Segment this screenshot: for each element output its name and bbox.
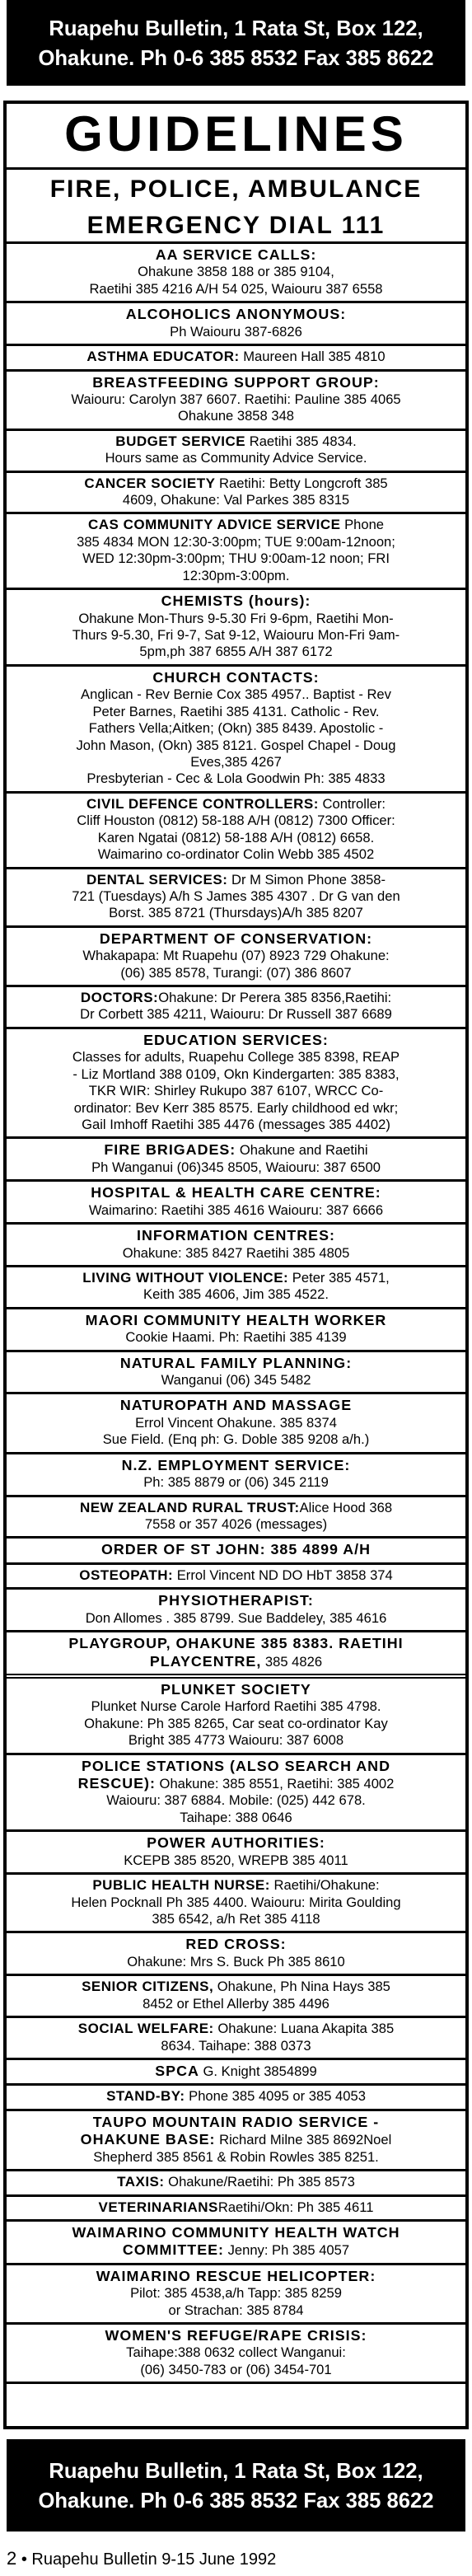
directory-entry	[7, 869, 465, 928]
directory-entry	[7, 2171, 465, 2196]
entry-detail-line: 8634. Taihape: 388 0373	[161, 2037, 311, 2054]
directory-entry	[7, 346, 465, 371]
entry-inline-text: 385 4899 A/H	[265, 1541, 372, 1558]
entry-heading-line	[12, 1397, 460, 1414]
entry-heading-line	[12, 1032, 460, 1049]
entry-detail-line: Classes for adults, Ruapehu College 385 8398, REAP	[72, 1049, 400, 1066]
entry-inline-text: Ohakune/Raetihi: Ph 385 8573	[164, 2174, 355, 2190]
entry-heading: HOSPITAL & HEALTH CARE CENTRE:	[91, 1184, 381, 1201]
directory-entry	[7, 2060, 465, 2086]
entry-heading-line	[12, 1457, 460, 1474]
guidelines-box	[3, 101, 469, 2429]
masthead-line-2: Ohakune. Ph 0-6 385 8532 Fax 385 8622	[38, 45, 434, 70]
entry-heading: PLAYCENTRE,	[149, 1652, 262, 1670]
entry-heading: SPCA	[155, 2062, 199, 2079]
footer-date: 9-15 June 1992	[161, 2550, 277, 2569]
entry-inline-text: Errol Vincent ND DO HbT 3858 374	[173, 1567, 393, 1583]
entry-detail-line: Taihape: 388 0646	[180, 1809, 292, 1825]
entry-heading: RED CROSS:	[185, 1936, 287, 1953]
directory-entry	[7, 514, 465, 590]
entry-detail-line: 8452 or Ethel Allerby 385 4496	[143, 1995, 329, 2012]
entry-detail-line: TKR WIR: Shirley Rukupo 387 6107, WRCC Co-	[88, 1083, 384, 1099]
entry-detail-line: or Strachan: 385 8784	[168, 2302, 304, 2318]
entry-heading-line	[12, 592, 460, 610]
directory-entry	[7, 1454, 465, 1497]
directory-entry	[7, 1309, 465, 1352]
entry-detail-line: Peter Barnes, Raetihi 385 4131. Catholic - Rev.	[92, 703, 380, 719]
directory-entry	[7, 1352, 465, 1395]
entry-detail-line: Helen Pocknall Ph 385 4400. Waiouru: Mirita Goulding	[71, 1894, 401, 1910]
entry-heading: COMMITTEE:	[122, 2241, 224, 2259]
entry-inline-text: Ohakune: Dr Perera 385 8356,Raetihi:	[158, 990, 392, 1006]
entry-heading: CAS COMMUNITY ADVICE SERVICE	[87, 517, 341, 533]
entry-detail-line: Raetihi 385 4216 A/H 54 025, Waiouru 387 6558	[89, 280, 383, 297]
entry-heading-line	[12, 1141, 460, 1159]
entry-heading: OSTEOPATH:	[79, 1567, 174, 1583]
entry-inline-text: Phone 385 4095 or 385 4053	[185, 2088, 366, 2105]
entry-heading-line	[12, 517, 460, 533]
entry-heading-line	[12, 2021, 460, 2037]
entry-heading-line	[12, 1312, 460, 1329]
emergency-line-2: EMERGENCY DIAL 111	[86, 212, 386, 239]
entry-heading-line	[12, 1541, 460, 1558]
entry-heading: WAIMARINO RESCUE HELICOPTER:	[96, 2267, 376, 2284]
entry-detail-line: Waimarino: Raetihi 385 4616 Waiouru: 387 6666	[88, 1201, 384, 1218]
entry-detail-line: ordinator: Bev Kerr 385 8575. Early childhood ed wkr;	[73, 1099, 399, 1116]
entry-detail-line: Cookie Haami. Ph: Raetihi 385 4139	[125, 1329, 347, 1346]
page-number: 2	[7, 2548, 17, 2569]
directory-entry	[7, 473, 465, 515]
entry-heading: VETERINARIANS	[98, 2199, 218, 2215]
entry-inline-text: Ohakune: 385 8551, Raetihi: 385 4002	[155, 1776, 395, 1792]
entry-heading-line	[12, 246, 460, 264]
entry-detail-line: Wanganui (06) 345 5482	[161, 1372, 311, 1389]
entry-inline-text: Ohakune: Luana Akapita 385	[213, 2021, 395, 2037]
entry-heading: FIRE BRIGADES:	[104, 1141, 236, 1159]
directory-entry	[7, 1497, 465, 1539]
entry-heading-line	[12, 2241, 460, 2259]
entry-heading-line	[12, 2224, 460, 2241]
entry-heading-line	[12, 1270, 460, 1286]
directory-entry	[7, 1755, 465, 1833]
directory-entry	[7, 2265, 465, 2325]
entry-heading: PLAYGROUP, OHAKUNE 385 8383. RAETIHI	[68, 1635, 404, 1652]
entry-heading: CHURCH CONTACTS:	[152, 668, 320, 686]
entry-inline-text: Raetihi 385 4834.	[245, 433, 357, 449]
entry-heading: RESCUE):	[77, 1775, 156, 1792]
entry-heading: CIVIL DEFENCE CONTROLLERS:	[86, 795, 319, 812]
entry-heading-line	[12, 1635, 460, 1652]
entry-detail-line: Presbyterian - Cec & Lola Goodwin Ph: 385 4833	[86, 770, 386, 787]
entry-detail-line: Don Allomes . 385 8799. Sue Baddeley, 385 4616	[85, 1609, 387, 1626]
guidelines-title: GUIDELINES	[7, 104, 465, 170]
entry-detail-line: Errol Vincent Ohakune. 385 8374	[135, 1414, 337, 1431]
entry-heading-line	[12, 374, 460, 391]
entry-heading: EDUCATION SERVICES:	[143, 1031, 329, 1048]
entry-detail-line: Ohakune: Mrs S. Buck Ph 385 8610	[127, 1953, 345, 1969]
entry-detail-line: Ohakune: 385 8427 Raetihi 385 4805	[122, 1244, 350, 1261]
entry-heading: ASTHMA EDUCATOR:	[86, 349, 240, 365]
entry-heading-line	[12, 872, 460, 888]
entry-detail-line: Pilot: 385 4538,a/h Tapp: 385 8259	[130, 2285, 342, 2302]
directory-entry	[7, 590, 465, 667]
entry-inline-text: Jenny: Ph 385 4057	[224, 2242, 350, 2259]
entry-heading-line	[12, 669, 460, 686]
directory-entry	[7, 372, 465, 431]
entry-detail-line: 385 4834 MON 12:30-3:00pm; TUE 9:00am-12noon;	[77, 533, 395, 550]
entry-inline-text: Ohakune, Ph Nina Hays 385	[213, 1979, 390, 1995]
entry-heading: ORDER OF ST JOHN:	[100, 1541, 266, 1558]
entry-heading-line	[12, 990, 460, 1006]
directory-entry	[7, 2086, 465, 2110]
entry-detail-line: - Liz Mortland 388 0109, Okn Kindergarten: 385 8383,	[72, 1066, 400, 1082]
entry-heading-line	[12, 1758, 460, 1775]
entry-detail-line: Ph: 385 8879 or (06) 345 2119	[143, 1474, 329, 1491]
entry-heading: LIVING WITHOUT VIOLENCE:	[82, 1269, 289, 1286]
entry-inline-text: Richard Milne 385 8692Noel	[215, 2132, 392, 2148]
entry-heading: POWER AUTHORITIES:	[147, 1834, 325, 1852]
entry-heading: NATURAL FAMILY PLANNING:	[119, 1354, 353, 1371]
entry-detail-line: Karen Ngatai (0812) 58-188 A/H (0812) 6658.	[97, 829, 375, 845]
directory-entry	[7, 1029, 465, 1140]
entry-heading: NATUROPATH AND MASSAGE	[119, 1397, 353, 1414]
entry-heading: SENIOR CITIZENS,	[82, 1979, 214, 1995]
entry-detail-line: 721 (Tuesdays) A/h S James 385 4307 . Dr G van den	[72, 888, 400, 904]
entry-heading-line	[12, 2268, 460, 2285]
entry-inline-text: Phone	[340, 517, 385, 533]
entry-heading: CHEMISTS (hours):	[161, 592, 311, 610]
entry-detail-line: Bright 385 4773 Waiouru: 387 6008	[128, 1732, 344, 1749]
entry-heading: ALCOHOLICS ANONYMOUS:	[125, 306, 347, 323]
directory-entry	[7, 794, 465, 869]
entry-detail-line: Waiouru: Carolyn 387 6607. Raetihi: Pauline 385 4065	[71, 391, 401, 407]
entry-inline-text: Alice Hood 368	[299, 1499, 393, 1515]
entry-heading: STAND-BY:	[106, 2088, 185, 2105]
directory-entry	[7, 1933, 465, 1976]
entry-heading-line	[12, 2199, 460, 2216]
entry-heading: AA SERVICE CALLS:	[155, 246, 317, 263]
entry-heading: PUBLIC HEALTH NURSE:	[92, 1877, 270, 1894]
directory-entry	[7, 244, 465, 303]
entry-detail-line: 4609, Ohakune: Val Parkes 385 8315	[122, 492, 350, 508]
entry-heading-line	[12, 1592, 460, 1609]
entry-detail-line: 5pm,ph 387 6855 A/H 387 6172	[139, 644, 333, 660]
entry-detail-line: Ohakune 3858 188 or 385 9104,	[138, 264, 334, 280]
directory-entry	[7, 667, 465, 794]
entry-detail-line: Shepherd 385 8561 & Robin Rowles 385 8251.	[93, 2148, 379, 2165]
entry-heading-line	[12, 1877, 460, 1894]
entry-detail-line: Borst. 385 8721 (Thursdays)A/h 385 8207	[109, 905, 363, 921]
entry-heading-line	[12, 1184, 460, 1201]
entry-inline-text: Raetihi: Betty Longcroft 385	[215, 475, 388, 491]
entry-heading: INFORMATION CENTRES:	[137, 1227, 335, 1244]
directory-entry	[7, 2222, 465, 2265]
entry-heading: PLUNKET SOCIETY	[161, 1680, 311, 1698]
entry-heading: NEW ZEALAND RURAL TRUST:	[79, 1499, 300, 1515]
entry-heading: WOMEN'S REFUGE/RAPE CRISIS:	[105, 2327, 367, 2344]
entry-heading: DOCTORS:	[80, 990, 159, 1006]
directory-entry	[7, 303, 465, 346]
entry-detail-line: Gail Imhoff Raetihi 385 4476 (messages 385 4402)	[82, 1116, 390, 1132]
entry-heading-line	[12, 306, 460, 323]
directory-entry	[7, 1182, 465, 1225]
guidelines-header	[7, 104, 465, 244]
entry-inline-text: Raetihi/Ohakune:	[269, 1877, 380, 1894]
entry-detail-line: Eves,385 4267	[190, 753, 282, 770]
entry-detail-line: Ohakune: Ph 385 8265, Car seat co-ordinator Kay	[84, 1715, 388, 1731]
directory-entry	[7, 1976, 465, 2018]
entry-inline-text: G. Knight 3854899	[199, 2063, 317, 2079]
entry-detail-line: Waimarino co-ordinator Colin Webb 385 4502	[97, 846, 375, 863]
entry-detail-line: 7558 or 357 4026 (messages)	[144, 1516, 328, 1532]
entry-heading: WAIMARINO COMMUNITY HEALTH WATCH	[72, 2223, 400, 2241]
entry-detail-line: Ohakune 3858 348	[177, 408, 295, 424]
directory-entry	[7, 1832, 465, 1875]
entry-heading: MAORI COMMUNITY HEALTH WORKER	[85, 1311, 387, 1328]
entry-heading-line	[12, 930, 460, 948]
entry-detail-line: (06) 3450-783 or (06) 3454-701	[140, 2361, 332, 2377]
directory-entry	[7, 1394, 465, 1454]
entry-detail-line: KCEPB 385 8520, WREPB 385 4011	[124, 1852, 348, 1868]
directory-entry	[7, 1539, 465, 1564]
entry-inline-text: Controller:	[318, 795, 386, 812]
entry-heading: POLICE STATIONS (ALSO SEARCH AND	[82, 1757, 390, 1774]
directory-entry	[7, 1139, 465, 1182]
directory-entry	[7, 1267, 465, 1309]
emergency-line-1: FIRE, POLICE, AMBULANCE	[49, 176, 423, 203]
entry-detail-line: Plunket Nurse Carole Harford Raetihi 385 4798.	[91, 1698, 381, 1715]
entry-detail-line: Whakapapa: Mt Ruapehu (07) 8923 729 Ohakune:	[82, 948, 390, 964]
masthead-banner-top	[7, 0, 465, 86]
entry-detail-line: Waiouru: 387 6884. Mobile: (025) 442 678.	[106, 1792, 366, 1809]
entry-detail-line: 12:30pm-3:00pm.	[182, 567, 290, 583]
directory-entry	[7, 1565, 465, 1590]
entry-heading-line	[12, 2174, 460, 2190]
entry-heading-line	[12, 1775, 460, 1792]
directory-entry	[7, 2197, 465, 2222]
entry-heading-line	[12, 1355, 460, 1372]
directory-entry	[7, 1225, 465, 1267]
entry-heading-line	[12, 1681, 460, 1698]
entry-heading-line	[12, 475, 460, 492]
masthead-line-1: Ruapehu Bulletin, 1 Rata St, Box 122,	[49, 16, 423, 40]
entry-detail-line: Taihape:388 0632 collect Wanganui:	[126, 2344, 346, 2361]
entry-inline-text: Raetihi/Okn: Ph 385 4611	[217, 2199, 374, 2215]
directory-entry	[7, 2018, 465, 2060]
entry-heading-line	[12, 796, 460, 813]
entry-heading: BREASTFEEDING SUPPORT GROUP:	[92, 373, 380, 391]
entry-heading: N.Z. EMPLOYMENT SERVICE:	[121, 1456, 351, 1473]
directory-entry	[7, 987, 465, 1029]
directory-entry	[7, 1632, 465, 1679]
masthead-banner-bottom	[7, 2439, 465, 2532]
entry-heading-line	[12, 2131, 460, 2148]
entry-heading: DENTAL SERVICES:	[86, 871, 228, 888]
entry-heading: OHAKUNE BASE:	[80, 2131, 216, 2148]
entry-heading-line	[12, 1653, 460, 1670]
directory-entry	[7, 928, 465, 987]
entry-detail-line: Cliff Houston (0812) 58-188 A/H (0812) 7300 Officer:	[77, 813, 395, 829]
entry-heading: PHYSIOTHERAPIST:	[158, 1592, 314, 1609]
entry-detail-line: Keith 385 4606, Jim 385 4522.	[143, 1286, 329, 1303]
entry-detail-line: 385 6542, a/h Ret 385 4118	[152, 1911, 320, 1927]
directory-entry	[7, 1875, 465, 1933]
guidelines-entries	[7, 244, 465, 2384]
entry-heading-line	[12, 1979, 460, 1995]
entry-heading: TAXIS:	[117, 2174, 165, 2190]
directory-entry	[7, 2111, 465, 2171]
entry-detail-line: Anglican - Rev Bernie Cox 385 4957.. Baptist - Rev	[81, 686, 391, 703]
entry-detail-line: Ph Wanganui (06)345 8505, Waiouru: 387 6500	[91, 1159, 381, 1175]
page-footer	[7, 2548, 276, 2569]
entry-detail-line: Thurs 9-5.30, Fri 9-7, Sat 9-12, Waiouru Mon-Fri 9am-	[72, 627, 400, 644]
entry-detail-line: Fathers Vella;Aitken; (Okn) 385 8439. Apostolic -	[88, 720, 384, 737]
entry-heading: TAUPO MOUNTAIN RADIO SERVICE -	[92, 2113, 380, 2130]
entry-heading-line	[12, 2063, 460, 2080]
entry-inline-text: Dr M Simon Phone 3858-	[227, 871, 386, 888]
footer-bullet: •	[21, 2550, 27, 2569]
footer-publication: Ruapehu Bulletin	[31, 2550, 157, 2569]
masthead-line-1: Ruapehu Bulletin, 1 Rata St, Box 122,	[49, 2458, 423, 2483]
entry-heading: BUDGET SERVICE	[115, 433, 246, 449]
entry-detail-line: WED 12:30pm-3:00pm; THU 9:00am-12 noon; FRI	[82, 550, 390, 567]
entry-detail-line: John Mason, (Okn) 385 8121. Gospel Chapel - Doug	[76, 737, 396, 753]
entry-detail-line: Sue Field. (Enq ph: G. Doble 385 9208 a/h.)	[102, 1431, 370, 1448]
entry-inline-text: Peter 385 4571,	[288, 1269, 390, 1286]
entry-inline-text: Maureen Hall 385 4810	[239, 349, 386, 365]
directory-entry	[7, 1590, 465, 1632]
entry-heading-line	[12, 1227, 460, 1244]
entry-inline-text: Ohakune and Raetihi	[236, 1142, 368, 1159]
entry-heading: SOCIAL WELFARE:	[77, 2021, 214, 2037]
entry-heading-line	[12, 1834, 460, 1852]
masthead-line-2: Ohakune. Ph 0-6 385 8532 Fax 385 8622	[38, 2488, 434, 2513]
directory-entry	[7, 2325, 465, 2384]
entry-heading-line	[12, 349, 460, 365]
entry-heading-line	[12, 1936, 460, 1953]
directory-entry	[7, 431, 465, 473]
entry-inline-text: 385 4826	[261, 1653, 323, 1670]
entry-heading-line	[12, 2327, 460, 2344]
directory-entry	[7, 1679, 465, 1755]
entry-heading-line	[12, 433, 460, 450]
entry-detail-line: (06) 385 8578, Turangi: (07) 386 8607	[120, 964, 352, 981]
entry-heading: DEPARTMENT OF CONSERVATION:	[99, 930, 373, 947]
entry-detail-line: Dr Corbett 385 4211, Waiouru: Dr Russell 387 6689	[80, 1006, 392, 1023]
entry-heading-line	[12, 1567, 460, 1584]
entry-heading-line	[12, 2114, 460, 2131]
entry-heading-line	[12, 1500, 460, 1516]
entry-heading-line	[12, 2088, 460, 2105]
entry-detail-line: Ph Waiouru 387-6826	[170, 323, 302, 340]
entry-heading: CANCER SOCIETY	[84, 475, 216, 491]
entry-detail-line: Hours same as Community Advice Service.	[105, 450, 367, 466]
entry-detail-line: Ohakune Mon-Thurs 9-5.30 Fri 9-6pm, Raetihi Mon-	[78, 610, 394, 626]
